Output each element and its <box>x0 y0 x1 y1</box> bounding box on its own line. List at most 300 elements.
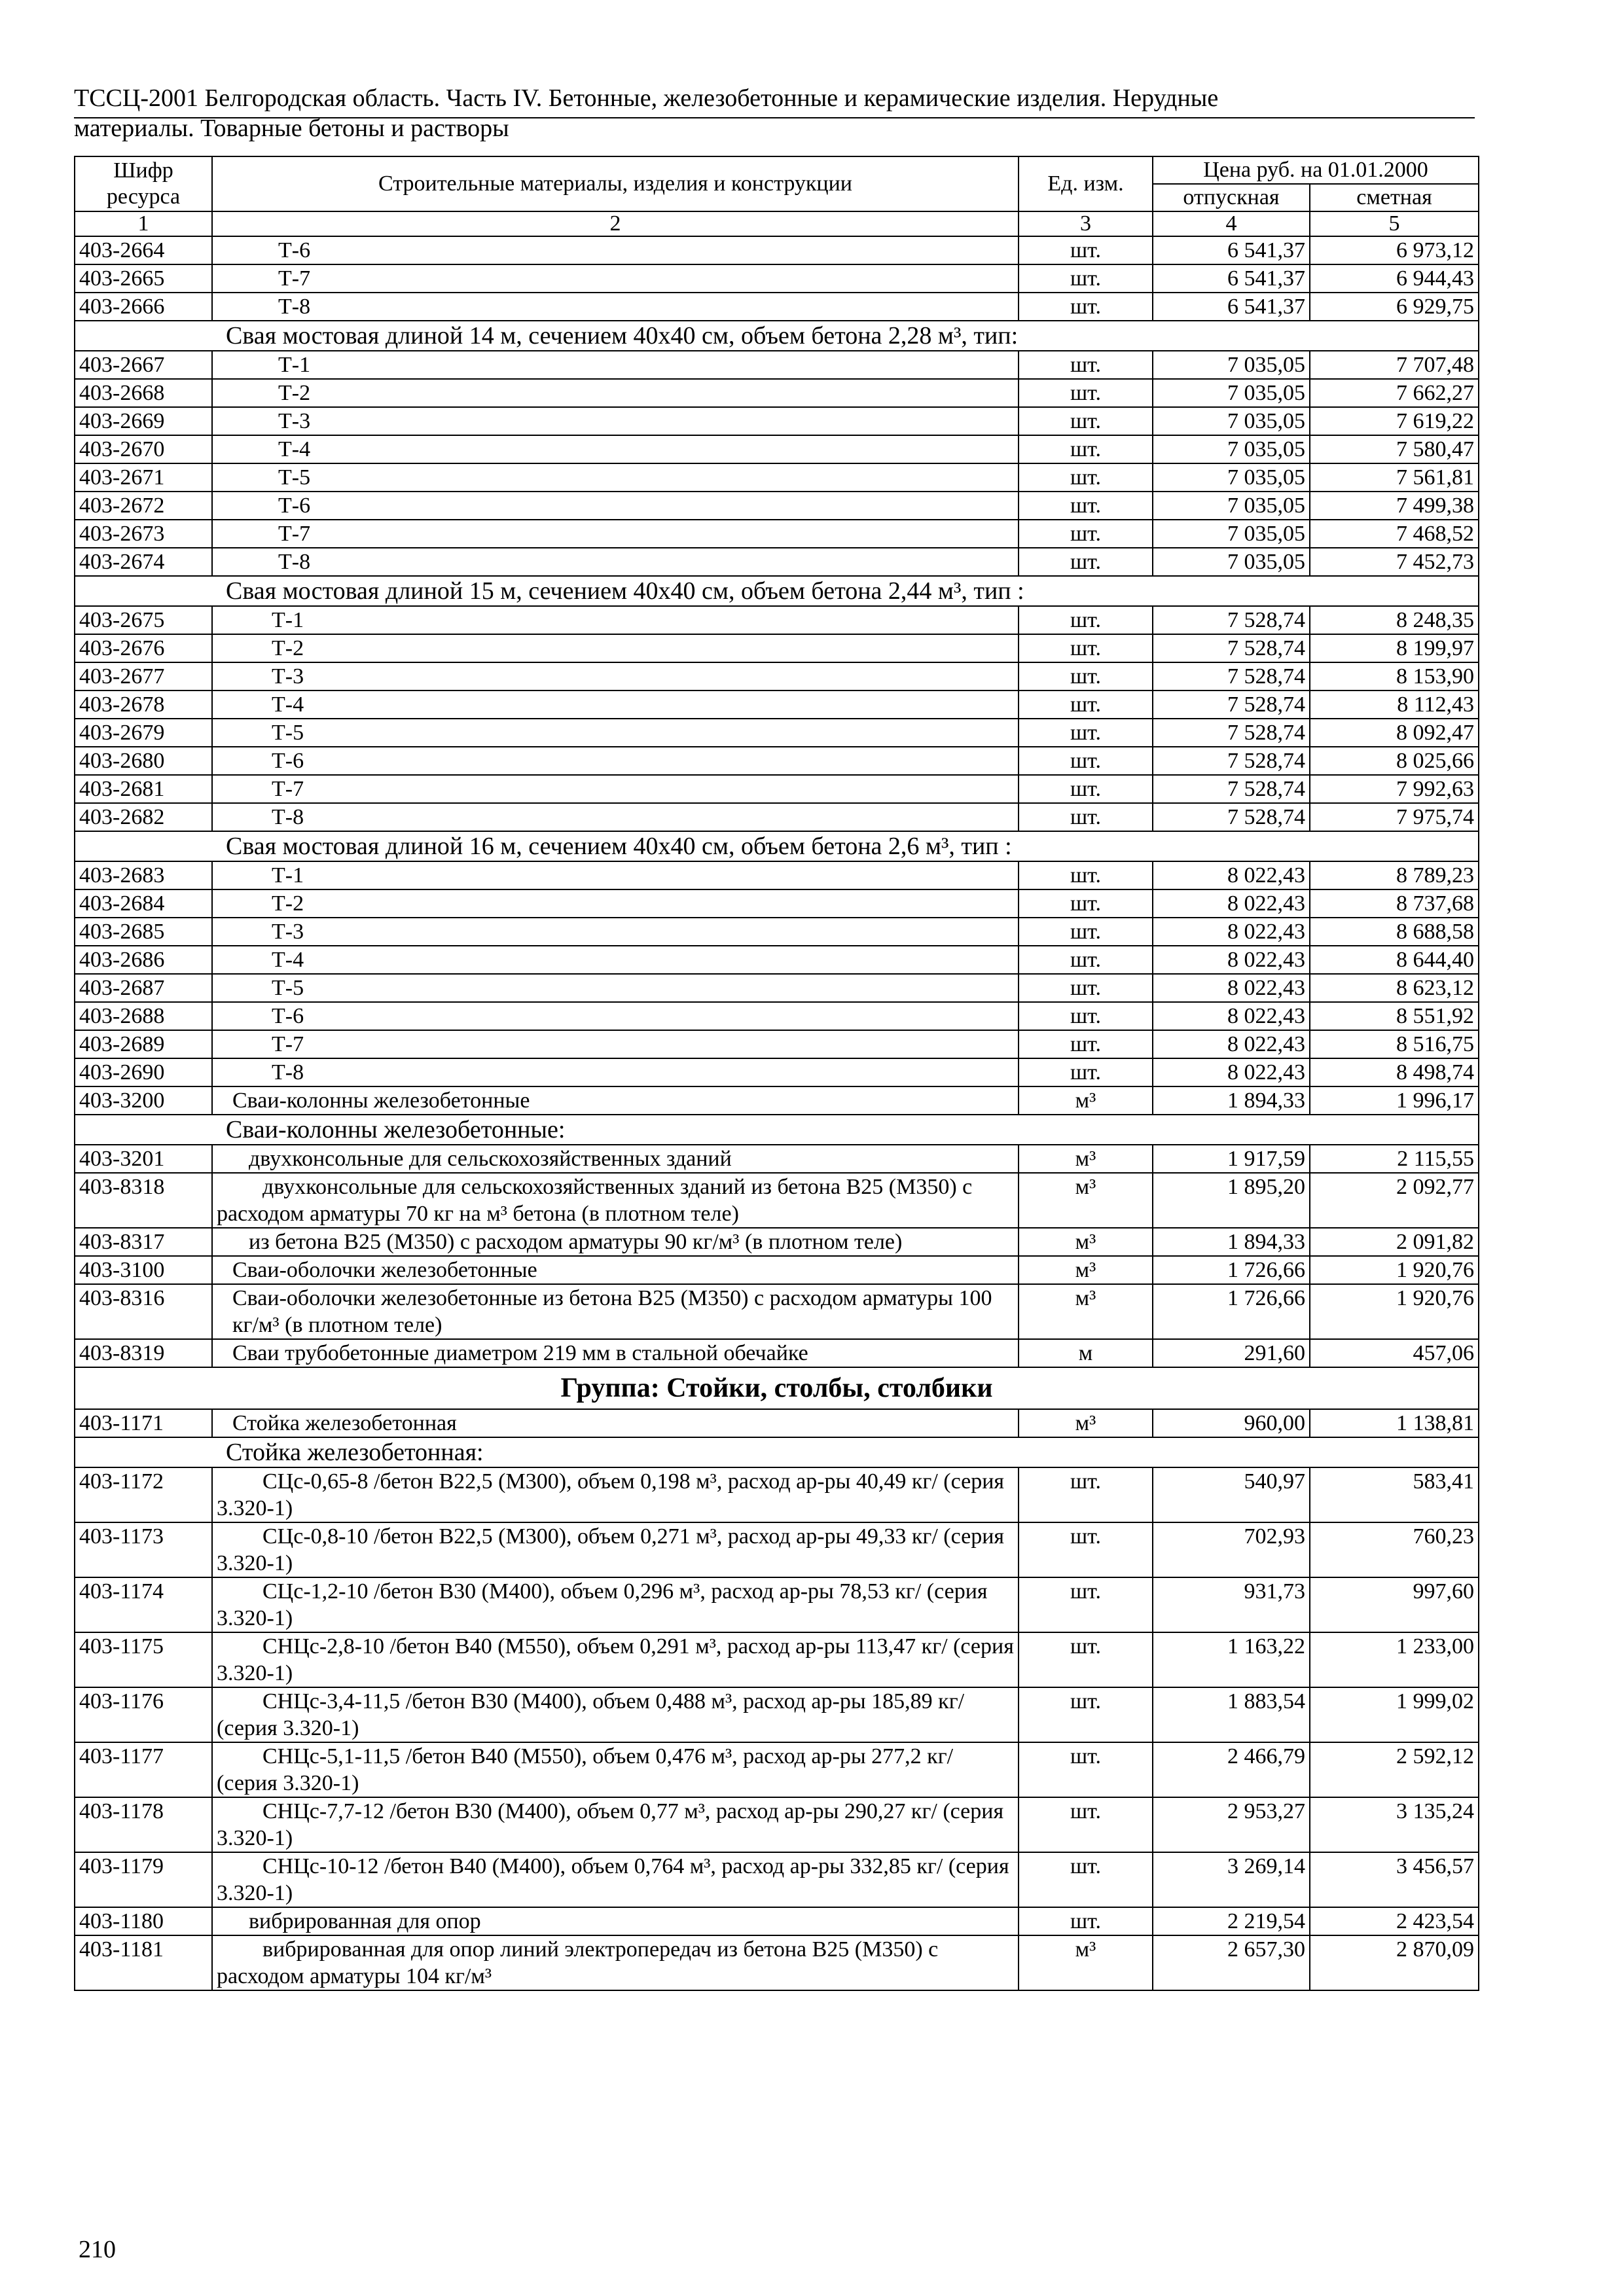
table-row <box>75 236 1479 264</box>
table-row <box>75 747 1479 775</box>
table-row <box>75 1522 1479 1577</box>
resource-code: 403-1178 <box>75 1797 212 1852</box>
item-name: СНЦс-10-12 /бетон В40 (М400), объем 0,764 м³, расход ар-ры 332,85 кг/ (серия 3.320-1) <box>212 1852 1019 1907</box>
table-row <box>75 662 1479 691</box>
unit-of-measure: шт. <box>1019 1467 1153 1522</box>
estimate-price: 7 992,63 <box>1310 775 1479 803</box>
unit-of-measure: м³ <box>1019 1173 1153 1228</box>
section-heading: Свая мостовая длиной 16 м, сечением 40х40 см, объем бетона 2,6 м³, тип : <box>75 831 1479 861</box>
unit-of-measure: шт. <box>1019 691 1153 719</box>
page-header <box>74 83 1475 143</box>
release-price: 7 528,74 <box>1153 803 1310 831</box>
resource-code: 403-2678 <box>75 691 212 719</box>
release-price: 7 035,05 <box>1153 435 1310 463</box>
resource-code: 403-2674 <box>75 548 212 576</box>
table-row <box>75 1467 1479 1522</box>
table-row <box>75 1002 1479 1030</box>
release-price: 7 528,74 <box>1153 775 1310 803</box>
table-row <box>75 861 1479 889</box>
resource-code: 403-1177 <box>75 1742 212 1797</box>
item-name: Т-6 <box>212 747 1019 775</box>
table-header <box>75 156 1479 236</box>
estimate-price: 457,06 <box>1310 1339 1479 1367</box>
table-row <box>75 1284 1479 1339</box>
release-price: 1 894,33 <box>1153 1228 1310 1256</box>
resource-code: 403-2670 <box>75 435 212 463</box>
unit-of-measure: шт. <box>1019 918 1153 946</box>
table-row <box>75 606 1479 634</box>
unit-of-measure: шт. <box>1019 1797 1153 1852</box>
release-price: 7 528,74 <box>1153 662 1310 691</box>
resource-code: 403-2688 <box>75 1002 212 1030</box>
resource-code: 403-8316 <box>75 1284 212 1339</box>
resource-code: 403-1174 <box>75 1577 212 1632</box>
unit-of-measure: шт. <box>1019 606 1153 634</box>
item-name: Т-8 <box>212 548 1019 576</box>
release-price: 8 022,43 <box>1153 1058 1310 1086</box>
column-number: 2 <box>212 211 1019 236</box>
resource-code: 403-2684 <box>75 889 212 918</box>
section-heading-row <box>75 1115 1479 1145</box>
estimate-price: 2 115,55 <box>1310 1145 1479 1173</box>
unit-of-measure: шт. <box>1019 1907 1153 1935</box>
unit-of-measure: шт. <box>1019 1852 1153 1907</box>
release-price: 960,00 <box>1153 1409 1310 1437</box>
section-heading: Свая мостовая длиной 15 м, сечением 40х40 см, объем бетона 2,44 м³, тип : <box>75 576 1479 606</box>
unit-of-measure: м³ <box>1019 1228 1153 1256</box>
item-name: вибрированная для опор линий электропередач из бетона В25 (М350) с расходом арматуры 104 кг/м³ <box>212 1935 1019 1990</box>
release-price: 7 035,05 <box>1153 407 1310 435</box>
release-price: 8 022,43 <box>1153 974 1310 1002</box>
estimate-price: 7 975,74 <box>1310 803 1479 831</box>
unit-of-measure: шт. <box>1019 719 1153 747</box>
release-price: 7 035,05 <box>1153 351 1310 379</box>
unit-of-measure: шт. <box>1019 1742 1153 1797</box>
unit-of-measure: шт. <box>1019 1632 1153 1687</box>
item-name: Сваи-оболочки железобетонные из бетона В25 (М350) с расходом арматуры 100 кг/м³ (в плотном теле) <box>212 1284 1019 1339</box>
resource-code: 403-3100 <box>75 1256 212 1284</box>
resource-code: 403-2690 <box>75 1058 212 1086</box>
page-number: 210 <box>79 2236 116 2263</box>
item-name: из бетона В25 (М350) с расходом арматуры 90 кг/м³ (в плотном теле) <box>212 1228 1019 1256</box>
release-price: 7 528,74 <box>1153 606 1310 634</box>
release-price: 8 022,43 <box>1153 861 1310 889</box>
estimate-price: 8 199,97 <box>1310 634 1479 662</box>
resource-code: 403-1175 <box>75 1632 212 1687</box>
unit-of-measure: шт. <box>1019 435 1153 463</box>
release-price: 1 726,66 <box>1153 1284 1310 1339</box>
estimate-price: 3 456,57 <box>1310 1852 1479 1907</box>
item-name: Т-4 <box>212 946 1019 974</box>
item-name: Т-7 <box>212 775 1019 803</box>
item-name: СЦс-1,2-10 /бетон В30 (М400), объем 0,296 м³, расход ар-ры 78,53 кг/ (серия 3.320-1) <box>212 1577 1019 1632</box>
table-row <box>75 1030 1479 1058</box>
table-row <box>75 918 1479 946</box>
estimate-price: 7 662,27 <box>1310 379 1479 407</box>
table-row <box>75 1907 1479 1935</box>
table-row <box>75 719 1479 747</box>
table-row <box>75 492 1479 520</box>
item-name: Т-1 <box>212 861 1019 889</box>
resource-code: 403-2682 <box>75 803 212 831</box>
release-price: 8 022,43 <box>1153 918 1310 946</box>
unit-of-measure: шт. <box>1019 379 1153 407</box>
estimate-price: 1 999,02 <box>1310 1687 1479 1742</box>
estimate-price: 8 688,58 <box>1310 918 1479 946</box>
release-price: 7 528,74 <box>1153 719 1310 747</box>
item-name: Т-8 <box>212 293 1019 321</box>
release-price: 7 035,05 <box>1153 379 1310 407</box>
estimate-price: 1 920,76 <box>1310 1284 1479 1339</box>
unit-of-measure: шт. <box>1019 747 1153 775</box>
release-price: 3 269,14 <box>1153 1852 1310 1907</box>
release-price: 7 035,05 <box>1153 463 1310 492</box>
unit-of-measure: шт. <box>1019 803 1153 831</box>
resource-code: 403-1179 <box>75 1852 212 1907</box>
item-name: Т-7 <box>212 264 1019 293</box>
item-name: СНЦс-7,7-12 /бетон В30 (М400), объем 0,77 м³, расход ар-ры 290,27 кг/ (серия 3.320-1) <box>212 1797 1019 1852</box>
section-heading-row <box>75 576 1479 606</box>
table-row <box>75 1852 1479 1907</box>
resource-code: 403-2665 <box>75 264 212 293</box>
header-rule <box>74 117 1475 118</box>
unit-of-measure: шт. <box>1019 293 1153 321</box>
table-body <box>75 236 1479 1990</box>
release-price: 1 894,33 <box>1153 1086 1310 1115</box>
price-table <box>74 156 1479 1991</box>
estimate-price: 8 789,23 <box>1310 861 1479 889</box>
item-name: Т-4 <box>212 435 1019 463</box>
estimate-price: 1 996,17 <box>1310 1086 1479 1115</box>
table-row <box>75 435 1479 463</box>
resource-code: 403-1181 <box>75 1935 212 1990</box>
estimate-price: 8 516,75 <box>1310 1030 1479 1058</box>
estimate-price: 7 452,73 <box>1310 548 1479 576</box>
release-price: 291,60 <box>1153 1339 1310 1367</box>
resource-code: 403-2676 <box>75 634 212 662</box>
resource-code: 403-2689 <box>75 1030 212 1058</box>
unit-of-measure: шт. <box>1019 492 1153 520</box>
estimate-price: 1 138,81 <box>1310 1409 1479 1437</box>
item-name: СНЦс-2,8-10 /бетон В40 (М550), объем 0,291 м³, расход ар-ры 113,47 кг/ (серия 3.320-1) <box>212 1632 1019 1687</box>
section-heading: Свая мостовая длиной 14 м, сечением 40х40 см, объем бетона 2,28 м³, тип: <box>75 321 1479 351</box>
release-price: 702,93 <box>1153 1522 1310 1577</box>
table-row <box>75 1256 1479 1284</box>
estimate-price: 8 498,74 <box>1310 1058 1479 1086</box>
release-price: 8 022,43 <box>1153 889 1310 918</box>
release-price: 1 163,22 <box>1153 1632 1310 1687</box>
unit-of-measure: шт. <box>1019 1687 1153 1742</box>
item-name: Сваи-колонны железобетонные <box>212 1086 1019 1115</box>
resource-code: 403-1173 <box>75 1522 212 1577</box>
estimate-price: 8 153,90 <box>1310 662 1479 691</box>
item-name: Стойка железобетонная <box>212 1409 1019 1437</box>
estimate-price: 8 623,12 <box>1310 974 1479 1002</box>
estimate-price: 2 423,54 <box>1310 1907 1479 1935</box>
resource-code: 403-1176 <box>75 1687 212 1742</box>
unit-of-measure: шт. <box>1019 889 1153 918</box>
table-row <box>75 1409 1479 1437</box>
resource-code: 403-2680 <box>75 747 212 775</box>
resource-code: 403-2677 <box>75 662 212 691</box>
header-line-2: материалы. Товарные бетоны и растворы <box>74 115 509 142</box>
table-row <box>75 1797 1479 1852</box>
estimate-price: 6 973,12 <box>1310 236 1479 264</box>
item-name: СЦс-0,65-8 /бетон В22,5 (М300), объем 0,198 м³, расход ар-ры 40,49 кг/ (серия 3.320-1) <box>212 1467 1019 1522</box>
unit-of-measure: шт. <box>1019 775 1153 803</box>
resource-code: 403-3200 <box>75 1086 212 1115</box>
resource-code: 403-1172 <box>75 1467 212 1522</box>
table-row <box>75 1228 1479 1256</box>
release-price: 2 219,54 <box>1153 1907 1310 1935</box>
item-name: Т-1 <box>212 351 1019 379</box>
release-price: 8 022,43 <box>1153 1002 1310 1030</box>
unit-of-measure: м³ <box>1019 1284 1153 1339</box>
column-header-release-price: отпускная <box>1153 184 1310 211</box>
resource-code: 403-2675 <box>75 606 212 634</box>
unit-of-measure: шт. <box>1019 520 1153 548</box>
item-name: Т-5 <box>212 719 1019 747</box>
item-name: Т-3 <box>212 918 1019 946</box>
section-heading-row <box>75 321 1479 351</box>
resource-code: 403-8317 <box>75 1228 212 1256</box>
unit-of-measure: шт. <box>1019 1058 1153 1086</box>
header-line-1: ТССЦ-2001 Белгородская область. Часть IV. Бетонные, железобетонные и керамические изделия. Нерудные <box>74 84 1219 112</box>
release-price: 1 726,66 <box>1153 1256 1310 1284</box>
estimate-price: 6 944,43 <box>1310 264 1479 293</box>
estimate-price: 8 112,43 <box>1310 691 1479 719</box>
unit-of-measure: шт. <box>1019 463 1153 492</box>
resource-code: 403-3201 <box>75 1145 212 1173</box>
unit-of-measure: шт. <box>1019 1002 1153 1030</box>
item-name: СНЦс-5,1-11,5 /бетон В40 (М550), объем 0,476 м³, расход ар-ры 277,2 кг/ (серия 3.320-1) <box>212 1742 1019 1797</box>
estimate-price: 7 580,47 <box>1310 435 1479 463</box>
table-row <box>75 889 1479 918</box>
resource-code: 403-8319 <box>75 1339 212 1367</box>
estimate-price: 7 619,22 <box>1310 407 1479 435</box>
resource-code: 403-2683 <box>75 861 212 889</box>
estimate-price: 2 091,82 <box>1310 1228 1479 1256</box>
release-price: 7 035,05 <box>1153 520 1310 548</box>
resource-code: 403-2664 <box>75 236 212 264</box>
group-heading-row <box>75 1367 1479 1409</box>
column-number: 4 <box>1153 211 1310 236</box>
estimate-price: 6 929,75 <box>1310 293 1479 321</box>
estimate-price: 7 499,38 <box>1310 492 1479 520</box>
table-row <box>75 974 1479 1002</box>
group-heading: Группа: Стойки, столбы, столбики <box>75 1367 1479 1409</box>
item-name: Т-1 <box>212 606 1019 634</box>
estimate-price: 7 468,52 <box>1310 520 1479 548</box>
item-name: Т-7 <box>212 1030 1019 1058</box>
table-row <box>75 1339 1479 1367</box>
resource-code: 403-2667 <box>75 351 212 379</box>
resource-code: 403-2668 <box>75 379 212 407</box>
column-number: 3 <box>1019 211 1153 236</box>
unit-of-measure: м³ <box>1019 1086 1153 1115</box>
unit-of-measure: м³ <box>1019 1145 1153 1173</box>
release-price: 7 035,05 <box>1153 492 1310 520</box>
table-row <box>75 548 1479 576</box>
unit-of-measure: шт. <box>1019 548 1153 576</box>
item-name: Т-2 <box>212 889 1019 918</box>
estimate-price: 8 092,47 <box>1310 719 1479 747</box>
table-row <box>75 634 1479 662</box>
release-price: 8 022,43 <box>1153 1030 1310 1058</box>
section-heading: Стойка железобетонная: <box>75 1437 1479 1467</box>
unit-of-measure: шт. <box>1019 1030 1153 1058</box>
estimate-price: 8 248,35 <box>1310 606 1479 634</box>
estimate-price: 7 707,48 <box>1310 351 1479 379</box>
release-price: 2 466,79 <box>1153 1742 1310 1797</box>
unit-of-measure: м³ <box>1019 1935 1153 1990</box>
item-name: Т-6 <box>212 492 1019 520</box>
resource-code: 403-1180 <box>75 1907 212 1935</box>
resource-code: 403-2666 <box>75 293 212 321</box>
release-price: 2 657,30 <box>1153 1935 1310 1990</box>
item-name: СЦс-0,8-10 /бетон В22,5 (М300), объем 0,271 м³, расход ар-ры 49,33 кг/ (серия 3.320-1) <box>212 1522 1019 1577</box>
table-row <box>75 351 1479 379</box>
unit-of-measure: шт. <box>1019 861 1153 889</box>
resource-code: 403-2669 <box>75 407 212 435</box>
table-row <box>75 463 1479 492</box>
unit-of-measure: шт. <box>1019 1522 1153 1577</box>
estimate-price: 1 233,00 <box>1310 1632 1479 1687</box>
item-name: двухконсольные для сельскохозяйственных зданий <box>212 1145 1019 1173</box>
release-price: 7 528,74 <box>1153 634 1310 662</box>
estimate-price: 8 737,68 <box>1310 889 1479 918</box>
release-price: 6 541,37 <box>1153 236 1310 264</box>
resource-code: 403-8318 <box>75 1173 212 1228</box>
table-row <box>75 293 1479 321</box>
release-price: 2 953,27 <box>1153 1797 1310 1852</box>
item-name: Т-7 <box>212 520 1019 548</box>
table-row <box>75 803 1479 831</box>
release-price: 931,73 <box>1153 1577 1310 1632</box>
column-number-row <box>75 211 1479 236</box>
estimate-price: 8 025,66 <box>1310 747 1479 775</box>
item-name: Т-2 <box>212 379 1019 407</box>
estimate-price: 1 920,76 <box>1310 1256 1479 1284</box>
table-row <box>75 407 1479 435</box>
release-price: 1 917,59 <box>1153 1145 1310 1173</box>
resource-code: 403-2671 <box>75 463 212 492</box>
unit-of-measure: шт. <box>1019 634 1153 662</box>
column-header-code: Шифр ресурса <box>75 156 212 211</box>
release-price: 6 541,37 <box>1153 293 1310 321</box>
column-number: 1 <box>75 211 212 236</box>
estimate-price: 2 092,77 <box>1310 1173 1479 1228</box>
release-price: 7 528,74 <box>1153 747 1310 775</box>
item-name: Т-6 <box>212 236 1019 264</box>
estimate-price: 7 561,81 <box>1310 463 1479 492</box>
release-price: 1 895,20 <box>1153 1173 1310 1228</box>
table-row <box>75 1687 1479 1742</box>
item-name: двухконсольные для сельскохозяйственных зданий из бетона В25 (М350) с расходом арматуры 70 кг на м³ бетона (в плотном теле) <box>212 1173 1019 1228</box>
unit-of-measure: м <box>1019 1339 1153 1367</box>
estimate-price: 2 870,09 <box>1310 1935 1479 1990</box>
column-header-name: Строительные материалы, изделия и конструкции <box>212 156 1019 211</box>
item-name: Т-4 <box>212 691 1019 719</box>
resource-code: 403-1171 <box>75 1409 212 1437</box>
release-price: 540,97 <box>1153 1467 1310 1522</box>
unit-of-measure: шт. <box>1019 264 1153 293</box>
table-row <box>75 775 1479 803</box>
release-price: 8 022,43 <box>1153 946 1310 974</box>
release-price: 7 528,74 <box>1153 691 1310 719</box>
table-row <box>75 1058 1479 1086</box>
item-name: Т-8 <box>212 803 1019 831</box>
item-name: Сваи трубобетонные диаметром 219 мм в стальной обечайке <box>212 1339 1019 1367</box>
item-name: Т-3 <box>212 662 1019 691</box>
item-name: СНЦс-3,4-11,5 /бетон В30 (М400), объем 0,488 м³, расход ар-ры 185,89 кг/ (серия 3.320-1) <box>212 1687 1019 1742</box>
table-row <box>75 1086 1479 1115</box>
table-row <box>75 1632 1479 1687</box>
section-heading-row <box>75 1437 1479 1467</box>
estimate-price: 8 551,92 <box>1310 1002 1479 1030</box>
table-row <box>75 1742 1479 1797</box>
estimate-price: 8 644,40 <box>1310 946 1479 974</box>
unit-of-measure: шт. <box>1019 1577 1153 1632</box>
release-price: 6 541,37 <box>1153 264 1310 293</box>
release-price: 1 883,54 <box>1153 1687 1310 1742</box>
column-header-price-group: Цена руб. на 01.01.2000 <box>1153 156 1479 184</box>
section-heading: Сваи-колонны железобетонные: <box>75 1115 1479 1145</box>
item-name: Т-2 <box>212 634 1019 662</box>
estimate-price: 583,41 <box>1310 1467 1479 1522</box>
resource-code: 403-2679 <box>75 719 212 747</box>
estimate-price: 2 592,12 <box>1310 1742 1479 1797</box>
unit-of-measure: шт. <box>1019 236 1153 264</box>
table-row <box>75 1935 1479 1990</box>
table-row <box>75 946 1479 974</box>
table-row <box>75 1145 1479 1173</box>
unit-of-measure: шт. <box>1019 662 1153 691</box>
item-name: Т-3 <box>212 407 1019 435</box>
unit-of-measure: шт. <box>1019 407 1153 435</box>
table-row <box>75 1577 1479 1632</box>
section-heading-row <box>75 831 1479 861</box>
unit-of-measure: шт. <box>1019 351 1153 379</box>
estimate-price: 760,23 <box>1310 1522 1479 1577</box>
item-name: вибрированная для опор <box>212 1907 1019 1935</box>
unit-of-measure: шт. <box>1019 946 1153 974</box>
estimate-price: 997,60 <box>1310 1577 1479 1632</box>
item-name: Т-5 <box>212 974 1019 1002</box>
resource-code: 403-2672 <box>75 492 212 520</box>
resource-code: 403-2673 <box>75 520 212 548</box>
table-row <box>75 264 1479 293</box>
column-header-estimate-price: сметная <box>1310 184 1479 211</box>
release-price: 7 035,05 <box>1153 548 1310 576</box>
table-row <box>75 379 1479 407</box>
item-name: Сваи-оболочки железобетонные <box>212 1256 1019 1284</box>
item-name: Т-5 <box>212 463 1019 492</box>
resource-code: 403-2687 <box>75 974 212 1002</box>
item-name: Т-6 <box>212 1002 1019 1030</box>
column-number: 5 <box>1310 211 1479 236</box>
resource-code: 403-2686 <box>75 946 212 974</box>
table-row <box>75 691 1479 719</box>
column-header-unit: Ед. изм. <box>1019 156 1153 211</box>
unit-of-measure: м³ <box>1019 1409 1153 1437</box>
item-name: Т-8 <box>212 1058 1019 1086</box>
table-row <box>75 1173 1479 1228</box>
table-row <box>75 520 1479 548</box>
unit-of-measure: м³ <box>1019 1256 1153 1284</box>
resource-code: 403-2681 <box>75 775 212 803</box>
estimate-price: 3 135,24 <box>1310 1797 1479 1852</box>
